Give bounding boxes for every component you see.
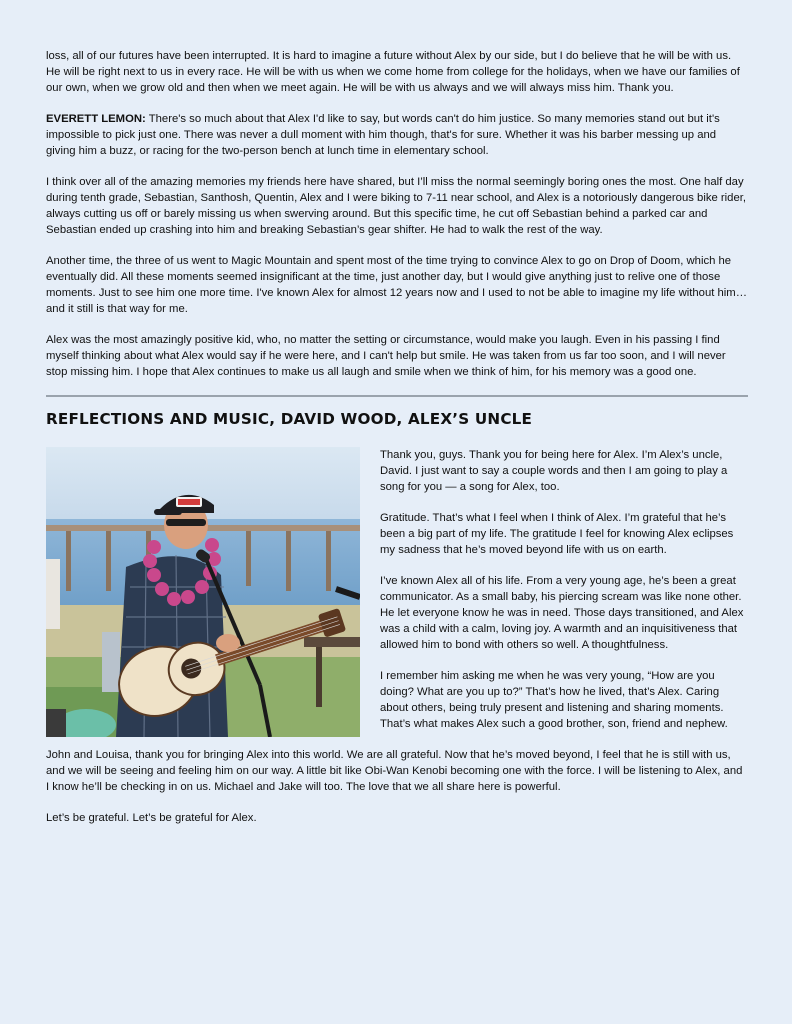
section-divider (46, 395, 748, 397)
paragraph-everett-intro-text: There's so much about that Alex I'd like to say, but words can't do him justice. So many memories stand out but it's impossible to pick just one. There was never a dull moment with him though, that's for sure. Whether it was his barber messing up and giving him a buzz, or racing for the two-person bench at lunch time in elementary school. (46, 113, 720, 157)
photo-and-text-row (46, 447, 748, 747)
paragraph-david-closing: Let’s be grateful. Let’s be grateful for Alex. (46, 812, 257, 824)
paragraph-david-remember: I remember him asking me when he was very young, “How are you doing? What are you up to?” That’s how he lived, that’s Alex. Caring about others, being truly present and listening and sharing moments. That’s what makes Alex such a good brother, son, friend and nephew. (380, 670, 728, 730)
musician-photo (46, 447, 360, 737)
paragraph-david-known: I’ve known Alex all of his life. From a very young age, he’s been a great communicator. As a small baby, his piercing scream was like none other. He let everyone know he was in need. Those days transitioned, and Alex was a child with a calm, loving joy. A warmth and an inquisitiveness that allowed him to bond with others so well. A thoughtfulness. (380, 575, 744, 651)
paragraph-david-gratitude: Gratitude. That’s what I feel when I think of Alex. I’m grateful that he’s been a big part of my life. The gratitude I feel for knowing Alex eclipses my sadness that he’s moved beyond life with us on earth. (380, 512, 734, 556)
page-content (46, 48, 748, 841)
paragraph-everett-positive: Alex was the most amazingly positive kid, who, no matter the setting or circumstance, would make you laugh. Even in his passing I find myself thinking about what Alex would say if he were here, and I can't help but smile. He was taken from us far too soon, and I will never stop missing him. I hope that Alex continues to make us all laugh and smile when we think of him, for his memory was a good one. (46, 334, 726, 378)
paragraph-everett-magic-mountain: Another time, the three of us went to Magic Mountain and spent most of the time trying to convince Alex to go on Drop of Doom, which he eventually did. All these moments seemed insignificant at the time, just another day, but I would give anything just to relive one of those moments. Just to see him one more time. I've known Alex for almost 12 years now and I used to not be able to imagine my life without him… and it still is that way for me. (46, 255, 748, 315)
paragraph-everett-biking: I think over all of the amazing memories my friends here have shared, but I’ll miss the normal seemingly boring ones the most. One half day during tenth grade, Sebastian, Santhosh, Quentin, Alex and I were biking to 7-11 near school, and Alex is a notoriously dangerous bike rider, always cutting us off or barely missing us when swerving around. But this specific time, he cut off Sebastian behind a parked car and Sebastian ended up crashing into him and breaking Sebastian’s gear shifter. He had to walk the rest of the way. (46, 176, 747, 236)
right-column-text (380, 447, 748, 747)
guitarist-image (46, 447, 360, 737)
section-heading: REFLECTIONS AND MUSIC, DAVID WOOD, ALEX’S UNCLE (46, 410, 533, 428)
paragraph-david-john-louisa: John and Louisa, thank you for bringing Alex into this world. We are all grateful. Now that he’s moved beyond, I feel that he is still with us, and we will be seeing and feeling him on our way. A little bit like Obi-Wan Kenobi becoming one with the force. I will be listening to Alex, and I know he’ll be checking in on us. Michael and Jake will too. The love that we all share here is powerful. (46, 749, 743, 793)
paragraph-continuation: loss, all of our futures have been interrupted. It is hard to imagine a future without Alex by our side, but I do believe that he will be with us. He will be right next to us in every race. He will be with us when we come home from college for the holidays, when we have our families of our own, when we grow old and then when we meet again. He will be with us always and we will always miss him. Thank you. (46, 50, 740, 94)
paragraph-everett-intro (46, 111, 748, 159)
paragraph-david-intro: Thank you, guys. Thank you for being here for Alex. I’m Alex’s uncle, David. I just want to say a couple words and then I am going to play a song for you — a song for Alex, too. (380, 449, 728, 493)
speaker-name: EVERETT LEMON: (46, 113, 146, 125)
